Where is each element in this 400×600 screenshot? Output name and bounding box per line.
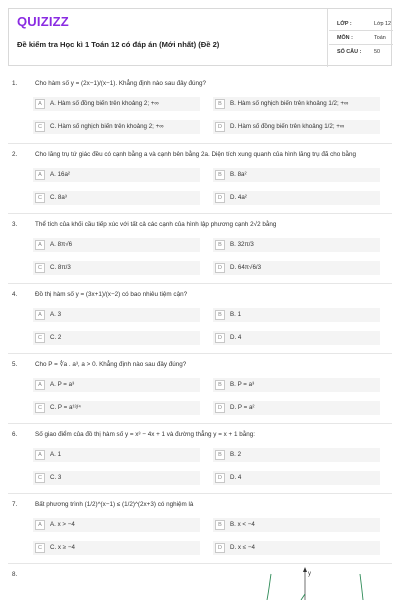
option-text: D. 4	[230, 474, 242, 481]
option-b[interactable]	[213, 518, 380, 532]
y-axis-label: y	[308, 571, 311, 577]
option-text: A. Hàm số đồng biến trên khoảng 2; +∞	[50, 100, 159, 107]
question-text: Số giao điểm của đồ thị hàm số y = x³ − 4x + 1 và đường thẳng y = x + 1 bằng:	[35, 431, 255, 438]
option-letter: B	[215, 380, 225, 390]
option-letter: C	[35, 403, 45, 413]
divider	[8, 353, 392, 354]
meta-row-grade	[329, 17, 393, 31]
option-letter: C	[35, 263, 45, 273]
option-letter: B	[215, 450, 225, 460]
option-text: B. 8a²	[230, 171, 247, 178]
header-box	[8, 8, 392, 66]
option-text: D. 4	[230, 334, 242, 341]
option-a[interactable]	[33, 518, 200, 532]
option-a[interactable]	[33, 97, 200, 111]
meta-key: SỐ CÂU :	[337, 49, 362, 55]
option-letter: D	[215, 543, 225, 553]
option-text: C. 8π/3	[50, 264, 71, 271]
option-text: D. x ≤ −4	[230, 544, 255, 551]
option-letter: B	[215, 240, 225, 250]
option-b[interactable]	[213, 448, 380, 462]
meta-row-subject	[329, 31, 393, 45]
question-text: Cho lăng trụ tứ giác đều có cạnh bằng a và cạnh bên bằng 2a. Diện tích xung quanh của hình lăng trụ đã cho bằng	[35, 151, 357, 158]
option-letter: B	[215, 99, 225, 109]
option-c[interactable]	[33, 541, 200, 555]
option-text: A. x > −4	[50, 521, 75, 528]
option-letter: A	[35, 99, 45, 109]
option-text: D. 4a²	[230, 194, 247, 201]
option-text: D. 64π√6/3	[230, 264, 262, 271]
option-text: C. x ≥ −4	[50, 544, 75, 551]
question-text: Đồ thị hàm số y = (3x+1)/(x−2) có bao nhiêu tiệm cận?	[35, 291, 188, 298]
meta-value: Lớp 12	[374, 21, 392, 27]
option-b[interactable]	[213, 97, 380, 111]
option-text: C. 2	[50, 334, 62, 341]
option-d[interactable]	[213, 331, 380, 345]
option-text: B. P = a³	[230, 381, 255, 388]
divider	[8, 143, 392, 144]
option-letter: B	[215, 520, 225, 530]
function-graph	[255, 560, 375, 600]
option-letter: D	[215, 122, 225, 132]
option-letter: C	[35, 473, 45, 483]
option-letter: B	[215, 170, 225, 180]
option-d[interactable]	[213, 191, 380, 205]
question-text: Bất phương trình (1/2)^(x−1) ≤ (1/2)^(2x+3) có nghiệm là	[35, 501, 194, 508]
option-letter: D	[215, 333, 225, 343]
option-a[interactable]	[33, 378, 200, 392]
option-letter: A	[35, 450, 45, 460]
curve-left	[267, 574, 271, 600]
option-b[interactable]	[213, 378, 380, 392]
option-letter: D	[215, 403, 225, 413]
meta-row-count	[329, 45, 393, 59]
option-letter: C	[35, 122, 45, 132]
option-d[interactable]	[213, 401, 380, 415]
option-a[interactable]	[33, 308, 200, 322]
option-letter: C	[35, 193, 45, 203]
option-text: C. 3	[50, 474, 62, 481]
option-text: C. Hàm số nghịch biến trên khoảng 2; +∞	[50, 123, 164, 130]
option-text: A. P = a³	[50, 381, 75, 388]
question-number: 8.	[12, 571, 18, 578]
option-text: B. 2	[230, 451, 242, 458]
option-text: B. 32π/3	[230, 241, 254, 248]
question-number: 3.	[12, 221, 18, 228]
option-b[interactable]	[213, 238, 380, 252]
option-letter: A	[35, 380, 45, 390]
divider	[8, 213, 392, 214]
document-title: Đề kiểm tra Học kì 1 Toán 12 có đáp án (Mới nhất) (Đề 2)	[17, 40, 220, 49]
option-d[interactable]	[213, 261, 380, 275]
meta-divider	[327, 9, 328, 67]
meta-key: MÔN :	[337, 35, 353, 41]
option-c[interactable]	[33, 191, 200, 205]
question-number: 1.	[12, 80, 18, 87]
meta-key: LỚP :	[337, 21, 352, 27]
option-b[interactable]	[213, 308, 380, 322]
option-text: D. P = a²	[230, 404, 255, 411]
option-text: A. 8π√6	[50, 241, 73, 248]
option-text: A. 3	[50, 311, 62, 318]
meta-table	[329, 17, 393, 59]
meta-value: Toán	[374, 35, 386, 41]
option-b[interactable]	[213, 168, 380, 182]
option-letter: A	[35, 520, 45, 530]
option-c[interactable]	[33, 471, 200, 485]
divider	[8, 493, 392, 494]
question-text: Cho P = ∜a . a³, a > 0. Khẳng định nào sau đây đúng?	[35, 361, 187, 368]
option-letter: D	[215, 473, 225, 483]
question-text: Cho hàm số y = (2x−1)/(x−1). Khẳng định nào sau đây đúng?	[35, 80, 206, 87]
quizizz-logo: QUIZIZZ	[17, 14, 69, 29]
option-text: D. Hàm số đồng biến trên khoảng 1/2; +∞	[230, 123, 345, 130]
divider	[8, 423, 392, 424]
question-number: 5.	[12, 361, 18, 368]
option-text: A. 16a²	[50, 171, 70, 178]
option-a[interactable]	[33, 168, 200, 182]
option-letter: C	[35, 543, 45, 553]
question-number: 7.	[12, 501, 18, 508]
option-text: B. x < −4	[230, 521, 255, 528]
question-number: 4.	[12, 291, 18, 298]
option-text: B. 1	[230, 311, 242, 318]
y-axis-arrow	[303, 567, 307, 572]
option-letter: A	[35, 310, 45, 320]
option-letter: A	[35, 240, 45, 250]
question-text: Thể tích của khối cầu tiếp xúc với tất cả các cạnh của hình lập phương cạnh 2√2 bằng	[35, 221, 277, 228]
option-c[interactable]	[33, 261, 200, 275]
curve-middle	[301, 594, 305, 600]
option-c[interactable]	[33, 120, 200, 134]
option-c[interactable]	[33, 401, 200, 415]
meta-value: 50	[374, 49, 380, 55]
option-d[interactable]	[213, 541, 380, 555]
option-letter: D	[215, 193, 225, 203]
option-letter: C	[35, 333, 45, 343]
option-d[interactable]	[213, 471, 380, 485]
option-text: C. 8a³	[50, 194, 67, 201]
option-a[interactable]	[33, 238, 200, 252]
option-c[interactable]	[33, 331, 200, 345]
option-text: C. P = a¹³/⁴	[50, 404, 81, 411]
option-d[interactable]	[213, 120, 380, 134]
option-a[interactable]	[33, 448, 200, 462]
option-text: A. 1	[50, 451, 62, 458]
question-number: 6.	[12, 431, 18, 438]
option-letter: A	[35, 170, 45, 180]
option-letter: B	[215, 310, 225, 320]
divider	[8, 283, 392, 284]
question-number: 2.	[12, 151, 18, 158]
option-text: B. Hàm số nghịch biến trên khoảng 1/2; +∞	[230, 100, 349, 107]
option-letter: D	[215, 263, 225, 273]
curve-right	[360, 574, 363, 600]
